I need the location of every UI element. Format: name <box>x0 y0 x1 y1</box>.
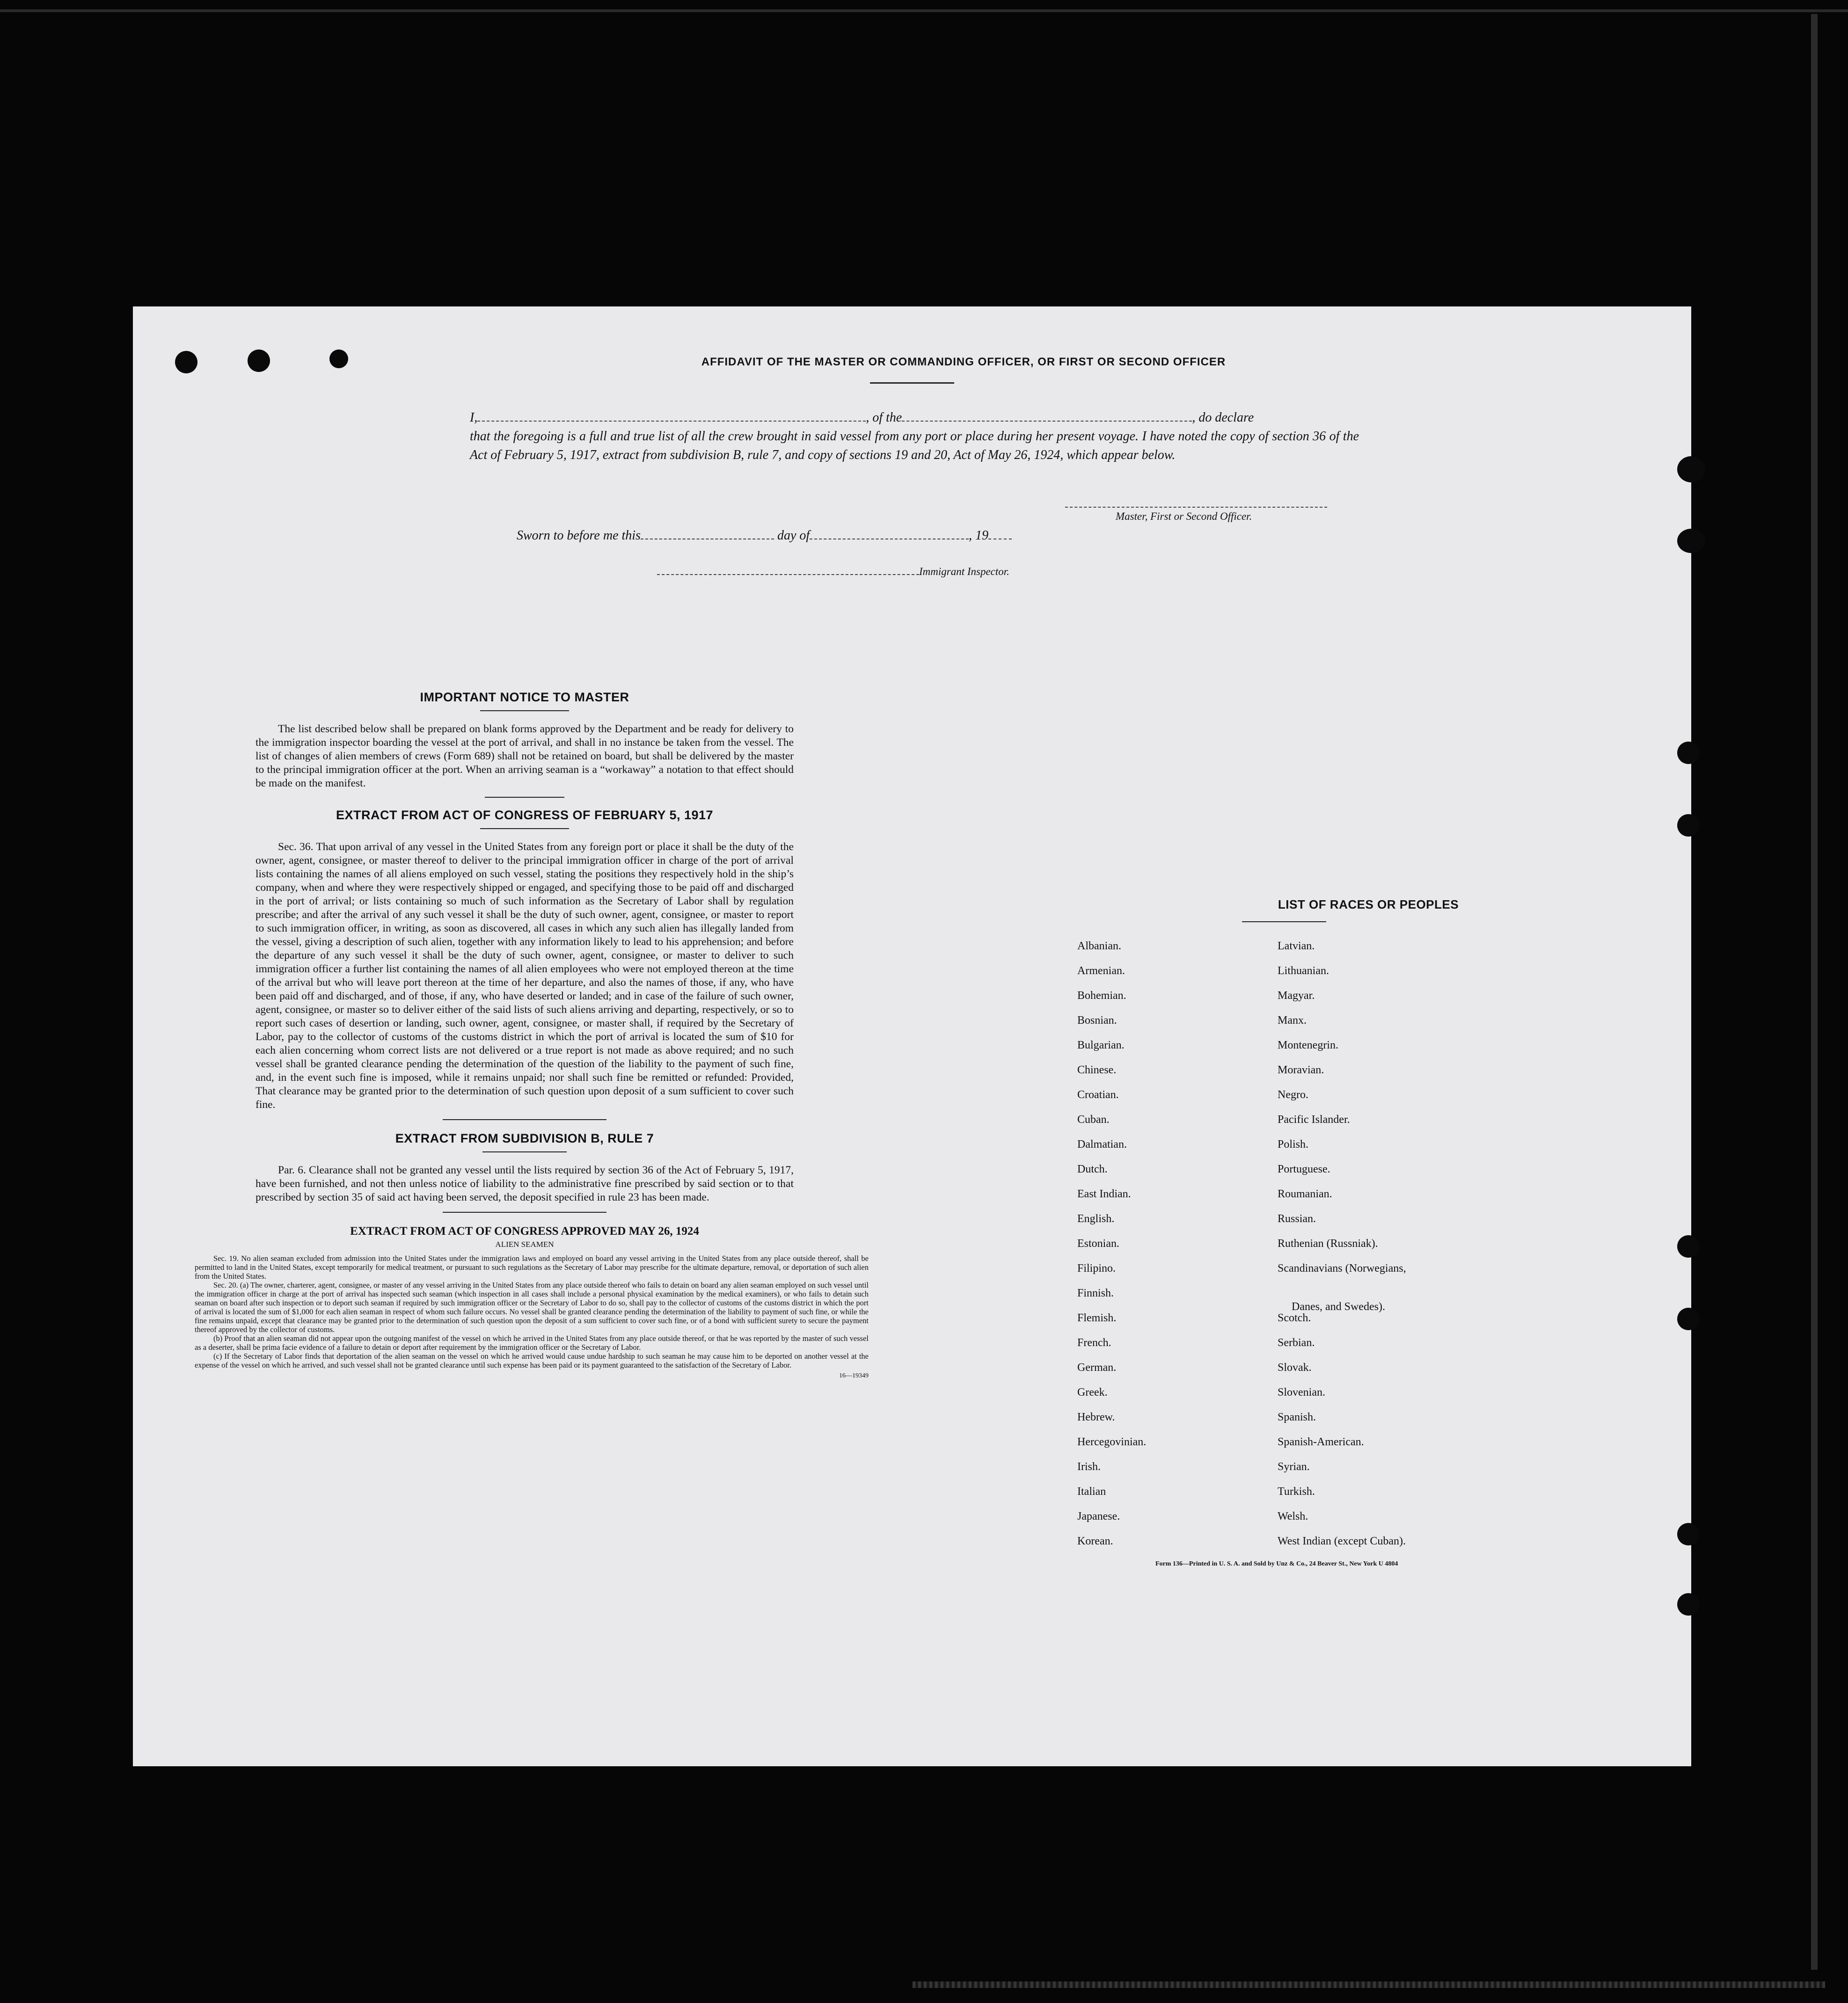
extract-1917-text: Sec. 36. That upon arrival of any vessel in the United States from any foreign port or place it shall be the duty of the owner, agent, consignee, or master thereof to deliver to the principal immigration officer in charge of the port of arrival lists containing the names of all aliens employed on such vessel, stating the positions they respectively hold in the ship’s company, when and where they were respectively shipped or engaged, and specifying those to be paid off and discharged in the port of arrival; or lists containing so much of such information as the Secretary of Labor shall by regulation prescribe; and after the arrival of any such vessel it shall be the duty of such owner, agent, consignee, or master to report to such immigration officer, in writing, as soon as discovered, all cases in which any such alien has illegally landed from the vessel, giving a description of such alien, together with any information likely to lead to his apprehension; and before the departure of any such vessel it shall be the duty of such owner, agent, consignee, or master to deliver to such immigration officer a further list containing the names of all alien employees who were not employed thereon at the time of the arrival but who will leave port thereon at the time of her departure, and also the names of those, if any, who have been paid off and discharged, and of those, if any, who have deserted or landed; and in case of the failure of such owner, agent, consignee, or master so to deliver either of the said lists of such aliens arriving and departing, respectively, or so to report such cases of desertion or landing, such owner, agent, consignee, or master shall, if required by the Secretary of Labor, pay to the collector of customs of the customs district in which the port of arrival is located the sum of $10 for each alien concerning whom correct lists are not delivered or a true report is not made as above required; and no such vessel shall be granted clearance pending the determination of the question of the liability to the payment of such fine, and, in the event such fine is imposed, while it remains unpaid; nor shall such fine be remitted or refunded: Provided, That clearance may be granted prior to the determination of such question upon deposit of a sum sufficient to cover such fine. <box>256 841 794 1111</box>
race-item: Polish. <box>1278 1138 1309 1151</box>
race-item: Irish. <box>1077 1461 1101 1473</box>
race-item: Moravian. <box>1278 1064 1324 1076</box>
race-item: Chinese. <box>1077 1064 1117 1076</box>
punch-hole <box>1677 1523 1700 1545</box>
race-item: East Indian. <box>1077 1188 1131 1200</box>
race-item: West Indian (except Cuban). <box>1278 1535 1406 1547</box>
races-title: LIST OF RACES OR PEOPLES <box>1278 897 1459 911</box>
race-item: Estonian. <box>1077 1238 1119 1250</box>
extract-1917-title: EXTRACT FROM ACT OF CONGRESS OF FEBRUARY 5, 1917 <box>336 808 714 822</box>
race-item: English. <box>1077 1213 1115 1225</box>
races-title-rule <box>1242 921 1326 922</box>
left-column <box>195 690 869 1380</box>
document-page <box>133 306 1691 1766</box>
form-code: 16—19349 <box>839 1372 869 1379</box>
i-label: I, <box>470 410 478 425</box>
race-item: Spanish-American. <box>1278 1436 1364 1448</box>
punch-hole <box>1677 1235 1700 1258</box>
do-declare-label: , do declare <box>1192 410 1254 425</box>
race-item: Dalmatian. <box>1077 1138 1127 1151</box>
race-item: Finnish. <box>1077 1287 1114 1299</box>
race-item: Filipino. <box>1077 1262 1116 1275</box>
extract-1924-title: EXTRACT FROM ACT OF CONGRESS APPROVED MAY 26, 1924 <box>350 1225 699 1238</box>
sworn-year-field[interactable] <box>988 529 1012 539</box>
race-item: Bulgarian. <box>1077 1039 1125 1051</box>
race-item: Russian. <box>1278 1213 1316 1225</box>
race-item: French. <box>1077 1337 1111 1349</box>
race-item: Spanish. <box>1278 1411 1316 1423</box>
race-item: German. <box>1077 1362 1117 1374</box>
section-rule <box>443 1212 606 1213</box>
declaration-first-line <box>470 408 1359 427</box>
master-signature-label: Master, First or Second Officer. <box>1116 510 1252 522</box>
extract-1924-subtitle: ALIEN SEAMEN <box>495 1240 554 1249</box>
notice-text: The list described below shall be prepared on blank forms approved by the Department and be ready for delivery to the immigration inspector boarding the vessel at the port of arrival, and shall in no instance be taken from the vessel. The list of changes of alien members of crews (Form 689) shall not be retained on board, but shall be delivered by the master to the principal immigration officer at the port. When an arriving seaman is a “workaway” a notation to that effect should be made on the manifest. <box>256 723 794 789</box>
section-rule <box>480 710 569 711</box>
year-prefix: , 19 <box>969 528 989 543</box>
race-item: Serbian. <box>1278 1337 1315 1349</box>
race-item: Bosnian. <box>1077 1014 1117 1027</box>
notice-title: IMPORTANT NOTICE TO MASTER <box>420 690 629 704</box>
affidavit-title: AFFIDAVIT OF THE MASTER OR COMMANDING OFFICER, OR FIRST OR SECOND OFFICER <box>701 356 1226 368</box>
sworn-line <box>517 526 1012 545</box>
film-edge-bottom <box>913 1981 1825 1988</box>
affidavit-declaration <box>470 408 1359 465</box>
inspector-signature-field[interactable] <box>657 565 919 575</box>
race-item: Dutch. <box>1077 1163 1108 1175</box>
race-item: Portuguese. <box>1278 1163 1330 1175</box>
race-item: Bohemian. <box>1077 990 1126 1002</box>
punch-hole <box>1677 456 1705 482</box>
race-item: Greek. <box>1077 1386 1108 1398</box>
race-item: Italian <box>1077 1486 1106 1498</box>
race-item: Scandinavians (Norwegians, <box>1278 1262 1406 1275</box>
inspector-line <box>657 565 1009 578</box>
race-item: Japanese. <box>1077 1510 1120 1522</box>
race-item: Cuban. <box>1077 1114 1110 1126</box>
affidavit-title-rule <box>870 382 954 384</box>
day-of-label: day of <box>777 528 810 543</box>
punch-hole <box>1677 742 1700 764</box>
race-item: Roumanian. <box>1278 1188 1332 1200</box>
sec-20a-text: Sec. 20. (a) The owner, charterer, agent, consignee, or master of any vessel arriving in the United States from any place outside thereof who fails to detain on board any alien seaman employed on such vessel until the immigration officer in charge at the port of arrival has inspected such seaman (which inspection in all cases shall include a personal physical examination by the medical examiners), or who fails to detain such seaman on board after such inspection or to deport such seaman if required by such immigration officer or the Secretary of Labor to do so, shall pay to the collector of customs of the customs district in which the port of arrival is located the sum of $1,000 for each alien seaman in respect of whom such failure occurs. No vessel shall be granted clearance pending the determination of the liability to payment of such fine, or while the fine remains unpaid, except that clearance may be granted prior to the determination of such question upon the deposit of a sum sufficient to cover such fine, or of a bond with sufficient surety to secure the payment thereof approved by the collector of customs. <box>195 1281 869 1334</box>
punch-hole <box>1677 1308 1700 1330</box>
declaration-body: that the foregoing is a full and true list of all the crew brought in said vessel from any port or place during her present voyage. I have noted the copy of section 36 of the Act of February 5, 1917, extract from subdivision B, rule 7, and copy of sections 19 and 20, Act of May 26, 1924, which appear below. <box>470 429 1359 462</box>
race-item: Syrian. <box>1278 1461 1310 1473</box>
inspector-label: Immigrant Inspector. <box>919 566 1009 577</box>
sworn-day-field[interactable] <box>641 529 774 539</box>
race-item: Latvian. <box>1278 940 1315 952</box>
race-item: Albanian. <box>1077 940 1121 952</box>
section-rule <box>443 1119 606 1120</box>
race-item: Montenegrin. <box>1278 1039 1338 1051</box>
race-item: Hercegovinian. <box>1077 1436 1147 1448</box>
race-item: Pacific Islander. <box>1278 1114 1350 1126</box>
race-item: Slovak. <box>1278 1362 1312 1374</box>
punch-hole <box>1677 814 1700 837</box>
extract-rule7-title: EXTRACT FROM SUBDIVISION B, RULE 7 <box>395 1131 654 1145</box>
punch-hole <box>1677 1593 1700 1616</box>
race-item: Manx. <box>1278 1014 1307 1027</box>
race-item: Danes, and Swedes). <box>1292 1301 1385 1313</box>
punch-hole <box>175 351 197 373</box>
race-item: Flemish. <box>1077 1312 1117 1324</box>
race-item: Turkish. <box>1278 1486 1315 1498</box>
sec-20c-text: (c) If the Secretary of Labor finds that deportation of the alien seaman on the vessel on which he arrived would cause undue hardship to such seaman he may cause him to be deported on another vessel at the expense of the vessel on which he arrived, and such vessel shall not be granted clearance until such expense has been paid or its payment guaranteed to the satisfaction of the Secretary of Labor. <box>195 1352 869 1369</box>
race-item: Ruthenian (Russniak). <box>1278 1238 1378 1250</box>
vessel-name-field[interactable] <box>902 411 1192 422</box>
race-item: Welsh. <box>1278 1510 1308 1522</box>
race-item: Scotch. <box>1278 1312 1311 1324</box>
race-item: Hebrew. <box>1077 1411 1115 1423</box>
form-printer-line: Form 136—Printed in U. S. A. and Sold by Unz & Co., 24 Beaver St., New York U 4804 <box>1155 1560 1398 1567</box>
punch-hole <box>329 350 348 368</box>
film-edge-right <box>1811 14 1818 1970</box>
extract-1924-body <box>195 1254 869 1380</box>
race-item: Armenian. <box>1077 965 1125 977</box>
sworn-prefix: Sworn to before me this <box>517 528 641 543</box>
extract-rule7-text: Par. 6. Clearance shall not be granted any vessel until the lists required by section 36 of the Act of February 5, 1917, have been furnished, and not then unless notice of liability to the administrative fine prescribed by said section or to that prescribed by section 35 of said act having been served, the deposit specified in rule 23 has been made. <box>256 1164 794 1203</box>
sec-19-text: Sec. 19. No alien seaman excluded from admission into the United States under the immigration laws and employed on board any vessel arriving in the United States from any place outside thereof, shall be permitted to land in the United States, except temporarily for medical treatment, or pursuant to such regulations as the Secretary of Labor may prescribe for the ultimate departure, removal, or deportation of such alien from the United States. <box>195 1254 869 1281</box>
race-item: Slovenian. <box>1278 1386 1325 1398</box>
film-edge-top <box>0 9 1848 12</box>
race-item: Lithuanian. <box>1278 965 1329 977</box>
punch-hole <box>248 350 270 372</box>
race-item: Negro. <box>1278 1089 1308 1101</box>
race-item: Croatian. <box>1077 1089 1119 1101</box>
master-signature-line[interactable] <box>1065 507 1327 508</box>
of-the-label: , of the <box>866 410 902 425</box>
sworn-month-field[interactable] <box>810 529 969 539</box>
master-name-field[interactable] <box>477 411 866 422</box>
section-rule <box>480 828 569 829</box>
sec-20b-text: (b) Proof that an alien seaman did not appear upon the outgoing manifest of the vessel on which he arrived in the United States from any place outside thereof, or that he was reported by the master of such vessel as a deserter, shall be prima facie evidence of a failure to detain or deport after requirement by the immigration officer or the Secretary of Labor. <box>195 1334 869 1352</box>
punch-hole <box>1677 529 1705 553</box>
race-item: Magyar. <box>1278 990 1315 1002</box>
section-rule <box>485 797 564 798</box>
section-rule <box>482 1151 567 1152</box>
race-item: Korean. <box>1077 1535 1113 1547</box>
